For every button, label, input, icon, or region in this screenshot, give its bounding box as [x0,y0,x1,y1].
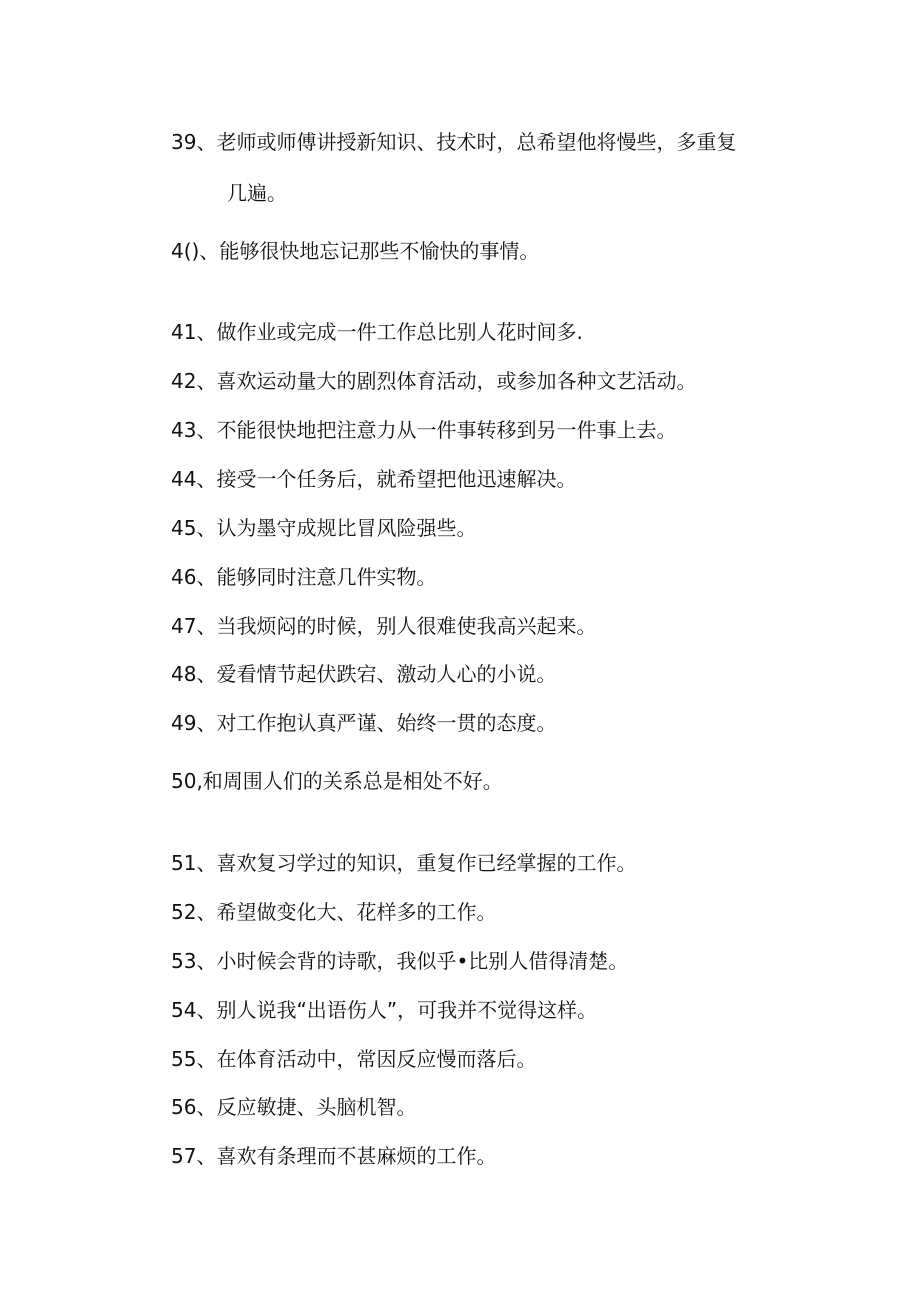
questionnaire-item-49: 49、对工作抱认真严谨、始终一贯的态度。 [171,711,557,735]
questionnaire-item-51: 51、喜欢复习学过的知识，重复作已经掌握的工作。 [171,851,637,875]
questionnaire-item-54: 54、别人说我“出语伤人”，可我并不觉得这样。 [171,998,598,1022]
questionnaire-item-39: 39、老师或师傅讲授新知识、技术时，总希望他将慢些，多重复 [171,130,737,154]
questionnaire-item-42: 42、喜欢运动量大的剧烈体育活动，或参加各种文艺活动。 [171,369,697,393]
questionnaire-item-43: 43、不能很快地把注意力从一件事转移到另一件事上去。 [171,418,677,442]
questionnaire-item-46: 46、能够同时注意几件实物。 [171,565,437,589]
questionnaire-item-40: 4()、能够很快地忘记那些不愉快的事情。 [171,239,540,263]
questionnaire-item-55: 55、在体育活动中，常因反应慢而落后。 [171,1047,537,1071]
questionnaire-item-41: 41、做作业或完成一件工作总比别人花时间多. [171,320,583,344]
questionnaire-item-39-continuation: 几遍。 [227,181,287,205]
questionnaire-item-53: 53、小时候会背的诗歌，我似乎•比别人借得清楚。 [171,949,629,973]
questionnaire-item-47: 47、当我烦闷的时候，别人很难使我高兴起来。 [171,614,597,638]
questionnaire-item-52: 52、希望做变化大、花样多的工作。 [171,900,497,924]
questionnaire-item-48: 48、爱看情节起伏跌宕、激动人心的小说。 [171,662,557,686]
questionnaire-item-44: 44、接受一个任务后，就希望把他迅速解决。 [171,467,577,491]
questionnaire-item-57: 57、喜欢有条理而不甚麻烦的工作。 [171,1144,497,1168]
questionnaire-item-56: 56、反应敏捷、头脑机智。 [171,1095,417,1119]
questionnaire-item-45: 45、认为墨守成规比冒风险强些。 [171,516,477,540]
questionnaire-item-50: 50,和周围人们的关系总是相处不好。 [171,769,503,793]
